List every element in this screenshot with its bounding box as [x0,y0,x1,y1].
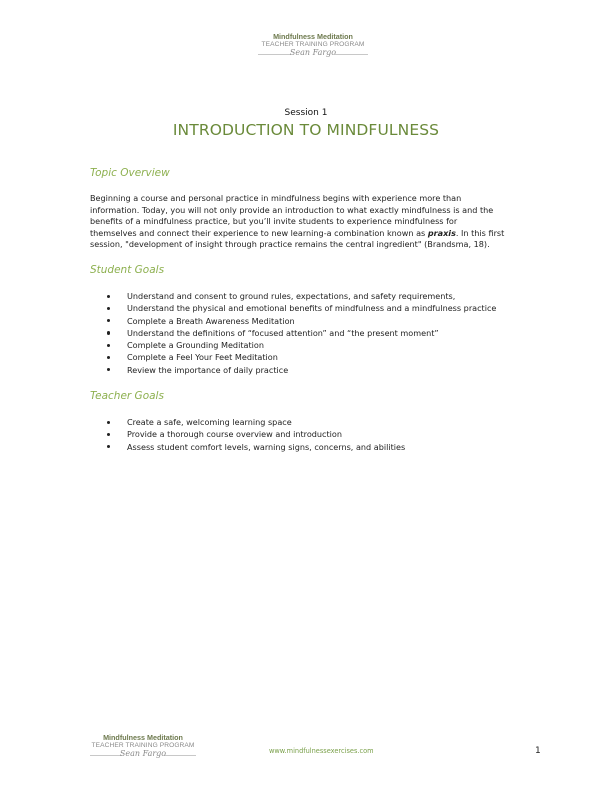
list-item-text: Review the importance of daily practice [127,364,289,375]
student-goals-heading: Student Goals [90,264,165,276]
page-title: INTRODUCTION TO MINDFULNESS [172,121,440,139]
logo-signature-rule [90,748,196,761]
logo-signature: Sean Fargo [289,47,337,57]
emphasis-praxis: praxis [427,227,456,238]
bullet-icon [107,368,110,371]
student-goals-list [90,290,496,376]
header-logo [258,33,368,60]
logo-signature-rule [258,47,368,60]
paragraph-line: session, "development of insight through practice remains the central ingredient" (Brandsma, 18). [90,239,490,250]
bullet-icon [107,307,110,310]
teacher-goals-heading: Teacher Goals [90,390,164,402]
logo-line-2: TEACHER TRAINING PROGRAM [261,41,365,49]
list-item-text: Create a safe, welcoming learning space [127,417,292,427]
footer-url-link[interactable]: www.mindfulnessexercises.com [269,747,374,755]
list-item-text: Provide a thorough course overview and introduction [127,429,342,440]
topic-overview-heading: Topic Overview [90,167,170,179]
list-item [90,302,496,314]
paragraph-line: Beginning a course and personal practice in mindfulness begins with experience more than [90,193,462,203]
list-item-text: Understand and consent to ground rules, expectations, and safety requirements, [127,291,456,301]
list-item-text: Complete a Feel Your Feet Meditation [127,352,278,363]
footer-logo [90,734,196,761]
bullet-icon [107,319,110,322]
bullet-icon [107,344,110,347]
bullet-icon [107,445,110,448]
bullet-icon [107,356,110,359]
logo-line-2: TEACHER TRAINING PROGRAM [91,742,195,750]
bullet-icon [107,421,110,424]
list-item [90,428,405,440]
list-item-text: Assess student comfort levels, warning signs, concerns, and abilities [127,441,406,452]
list-item [90,315,496,327]
logo-signature: Sean Fargo [119,748,167,758]
logo-line-1: Mindfulness Meditation [273,32,353,41]
list-item [90,351,496,363]
page-number: 1 [535,746,541,756]
teacher-goals-list [90,416,405,453]
topic-overview-paragraph [90,193,528,251]
list-item-text: Understand the physical and emotional benefits of mindfulness and a mindfulness practice [127,303,497,314]
list-item-text: Complete a Breath Awareness Meditation [127,315,295,326]
list-item [90,290,496,302]
list-item [90,327,496,339]
session-label: Session 1 [284,108,328,118]
list-item-text: Complete a Grounding Meditation [127,340,264,351]
list-item [90,416,405,428]
paragraph-text: . In this first [455,227,505,238]
list-item [90,441,405,453]
list-item [90,364,496,376]
list-item [90,339,496,351]
bullet-icon [107,331,110,334]
paragraph-text: themselves and connect their experience to new learning-a combination known as [90,227,428,238]
logo-line-1: Mindfulness Meditation [103,733,183,742]
bullet-icon [107,433,110,436]
list-item-text: Understand the definitions of “focused attention” and “the present moment” [127,327,439,338]
paragraph-line [90,228,528,240]
paragraph-line: information. Today, you will not only provide an introduction to what exactly mindfulness is and the [90,204,494,215]
bullet-icon [107,295,110,298]
paragraph-line: benefits of a mindfulness practice, but you’ll invite students to experience mindfulness for [90,216,458,227]
